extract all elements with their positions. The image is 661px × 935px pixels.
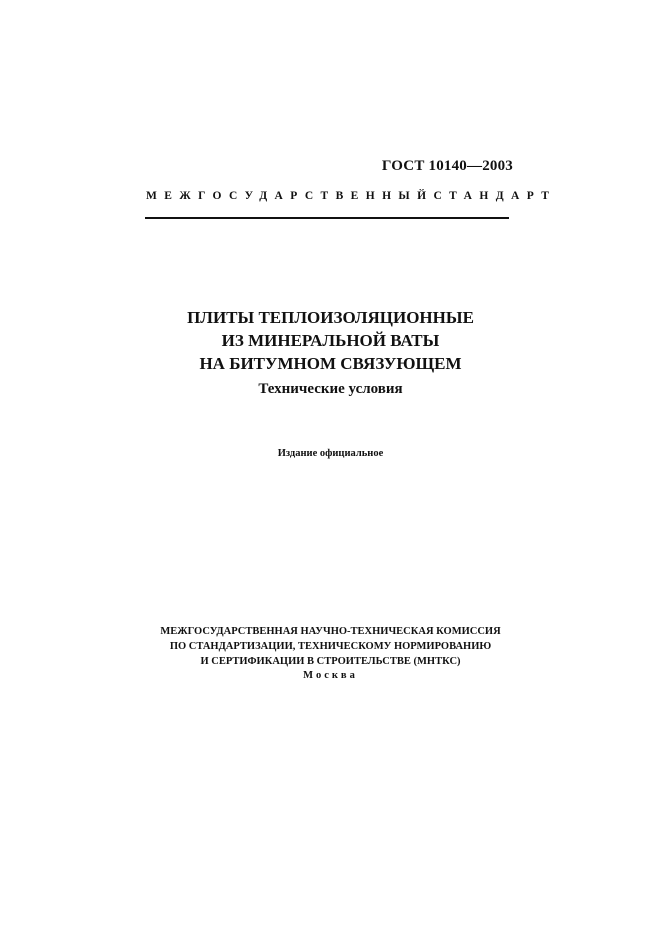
publisher-line-2: ПО СТАНДАРТИЗАЦИИ, ТЕХНИЧЕСКОМУ НОРМИРОВАНИЮ — [169, 641, 492, 652]
document-number: ГОСТ 10140—2003 — [381, 158, 513, 174]
title-line-1: ПЛИТЫ ТЕПЛОИЗОЛЯЦИОННЫЕ — [187, 308, 474, 327]
standard-type-word-standard: СТАНДАРТ — [433, 190, 557, 202]
header-divider — [145, 217, 509, 219]
publication-city: Москва — [303, 670, 358, 681]
edition-note: Издание официальное — [277, 448, 384, 459]
standard-type-word-interstate: МЕЖГОСУДАРСТВЕННЫЙ — [146, 190, 434, 202]
document-title — [0, 306, 661, 375]
publisher-block — [0, 624, 661, 669]
title-line-2: ИЗ МИНЕРАЛЬНОЙ ВАТЫ — [221, 331, 440, 350]
title-line-3: НА БИТУМНОМ СВЯЗУЮЩЕМ — [199, 354, 462, 373]
standard-type-line — [146, 190, 557, 202]
publisher-line-3: И СЕРТИФИКАЦИИ В СТРОИТЕЛЬСТВЕ (МНТКС) — [200, 656, 461, 667]
document-subtitle: Технические условия — [258, 381, 403, 397]
publisher-line-1: МЕЖГОСУДАРСТВЕННАЯ НАУЧНО-ТЕХНИЧЕСКАЯ КОМИССИЯ — [160, 626, 501, 637]
